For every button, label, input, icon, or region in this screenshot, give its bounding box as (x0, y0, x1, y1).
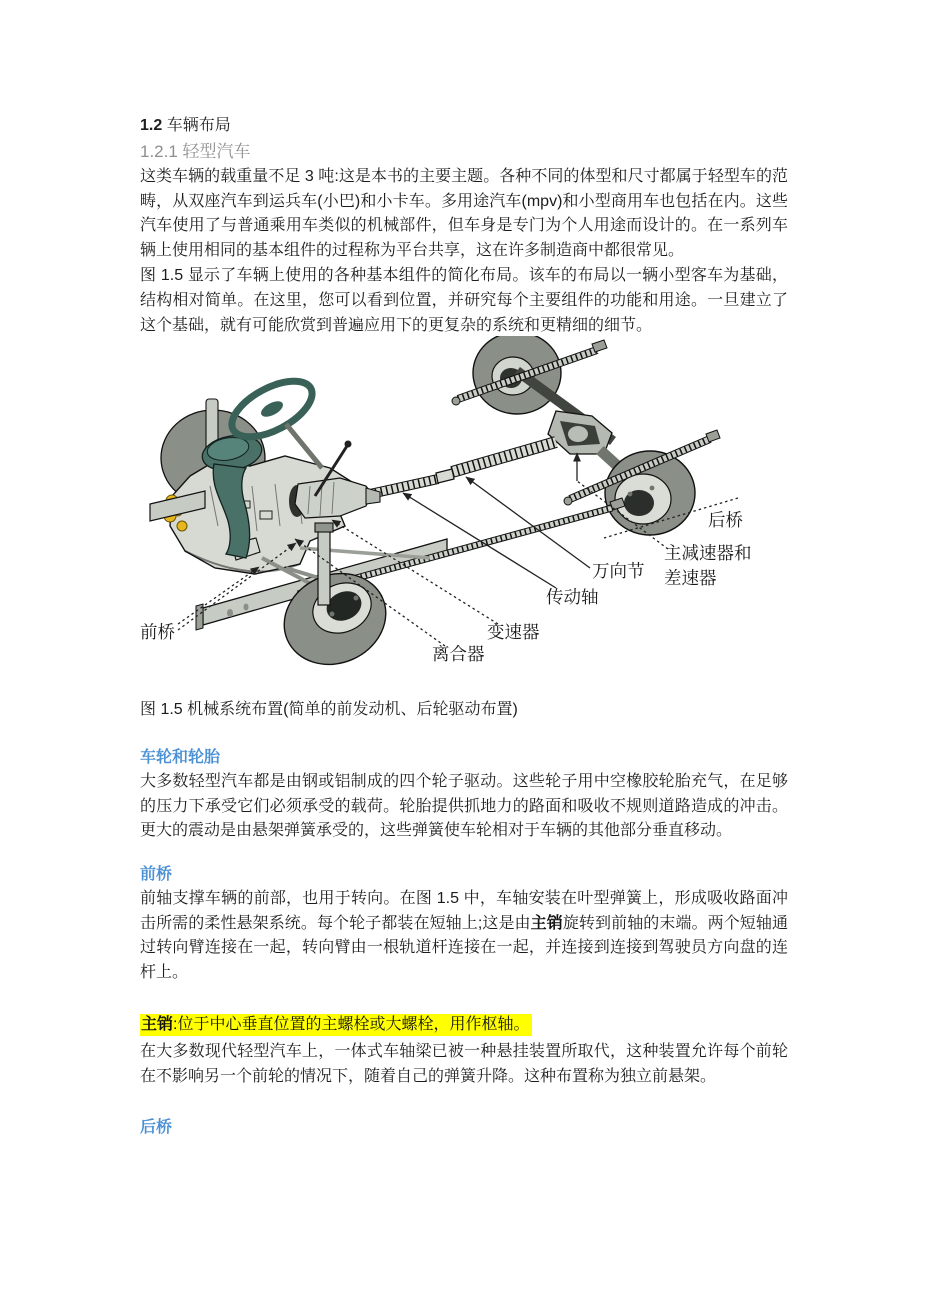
kingpin-term: 主销 (141, 1016, 174, 1034)
chapter-title: 车辆布局 (166, 117, 231, 134)
gearbox-unit (295, 478, 380, 518)
label-final-drive-1: 主减速器和 (664, 543, 752, 564)
shock-absorber (315, 523, 333, 605)
kingpin-term-inline: 主销 (530, 914, 563, 932)
universal-joint-mid (436, 469, 454, 483)
leader-prop-shaft (403, 493, 556, 588)
heading-wheels-tires: 车轮和轮胎 (140, 749, 221, 767)
front-axle-text-post: 旋转到前轴的末端。两个短轴通过转向臂连接在一起，转向臂由一根轨道杆连接在一起，并连接到连接到驾驶员方向盘的连杆上。 (140, 914, 788, 981)
heading-rear-axle: 后桥 (140, 1118, 173, 1136)
front-wheel (270, 558, 401, 681)
paragraph-figure-intro: 图 1.5 显示了车辆上使用的各种基本组件的简化布局。该车的布局以一辆小型客车为基础，结构相对简单。在这里，您可以看到位置，并研究每个主要组件的功能和用途。一旦建立了这个基础，就有可能欣赏到普遍应用下的更复杂的系统和更精细的细节。 (140, 267, 788, 334)
paragraph-front-axle (140, 887, 788, 985)
label-front-axle: 前桥 (140, 622, 175, 643)
paragraph-modern-suspension: 在大多数现代轻型汽车上，一体式车轴梁已被一种悬挂装置所取代，这种装置允许每个前轮在不影响另一个前轮的情况下，随着自己的弹簧升降。这种布置称为独立前悬架。 (140, 1043, 788, 1085)
label-universal-joint: 万向节 (592, 561, 645, 582)
label-prop-shaft: 传动轴 (546, 587, 599, 608)
chassis-diagram (0, 336, 926, 694)
label-gearbox: 变速器 (487, 622, 540, 643)
highlighted-definition (140, 1014, 532, 1036)
heading-front-axle: 前桥 (140, 865, 173, 883)
paragraph-light-vehicles: 这类车辆的载重量不足 3 吨:这是本书的主要主题。各种不同的体型和尺寸都属于轻型车的范畴，从双座汽车到运兵车(小巴)和小卡车。多用途汽车(mpv)和小型商用车也包括在内。这些汽车使用了与普通乘用车类似的机械部件，但车身是专门为个人用途而设计的。在一系列车辆上使用相同的基本组件的过程称为平台共享，这在许多制造商中都很常见。 (140, 168, 788, 259)
kingpin-definition (140, 1011, 788, 1039)
figure-1-5 (0, 336, 926, 694)
label-rear-axle: 后桥 (708, 510, 743, 531)
chapter-number: 1.2 (140, 117, 163, 134)
figure-caption: 图 1.5 机械系统布置(简单的前发动机、后轮驱动布置) (140, 701, 518, 719)
chapter-heading (140, 115, 788, 137)
propeller-shaft (370, 442, 556, 494)
paragraph-wheels-tires: 大多数轻型汽车都是由钢或铝制成的四个轮子驱动。这些轮子用中空橡胶轮胎充气，在足够的压力下承受它们必须承受的载荷。轮胎提供抓地力的路面和吸收不规则道路造成的冲击。更大的震动是由悬架弹簧承受的，这些弹簧使车轮相对于车辆的其他部分垂直移动。 (140, 773, 788, 840)
label-final-drive-2: 差速器 (664, 568, 717, 589)
kingpin-definition-text: :位于中心垂直位置的主螺栓或大螺栓，用作枢轴。 (173, 1016, 530, 1034)
front-axle-text-pre: 前轴支撑车辆的前部，也用于转向。在图 1.5 中，车轴安装在叶型弹簧上，形成吸收路面冲击所需的柔性悬架系统。每个轮子都装在短轴上;这是由 (140, 889, 788, 932)
subsection-heading: 1.2.1 轻型汽车 (140, 142, 251, 161)
label-clutch: 离合器 (432, 644, 485, 665)
